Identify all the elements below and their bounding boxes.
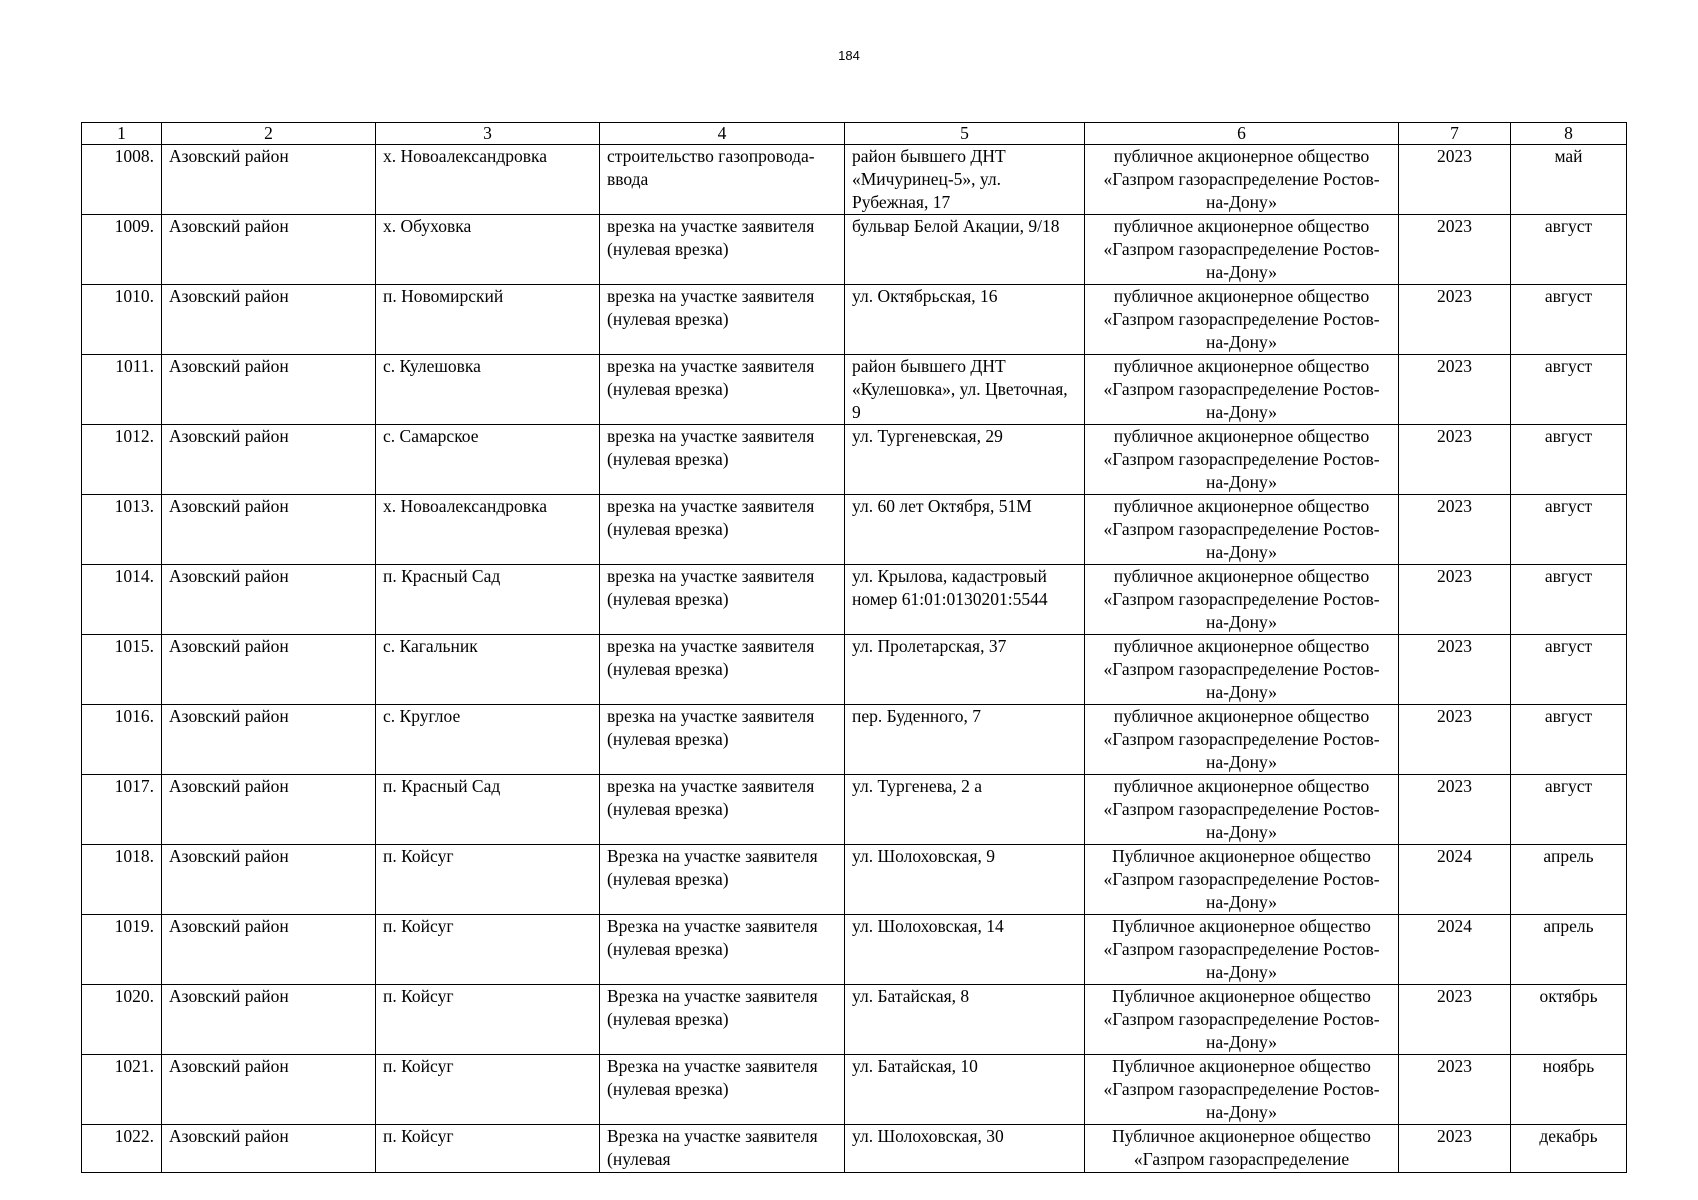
column-header: 2 — [162, 123, 376, 145]
table-row — [82, 845, 1627, 915]
organization-cell: Публичное акционерное общество «Газпром газораспределение Ростов-на-Дону» — [1085, 1055, 1399, 1125]
row-number-cell: 1020. — [82, 985, 162, 1055]
row-number-cell: 1013. — [82, 495, 162, 565]
organization-cell: публичное акционерное общество «Газпром газораспределение Ростов-на-Дону» — [1085, 425, 1399, 495]
address-cell: район бывшего ДНТ «Кулешовка», ул. Цветочная, 9 — [845, 355, 1085, 425]
work-type-cell: врезка на участке заявителя (нулевая врезка) — [600, 565, 845, 635]
district-cell: Азовский район — [162, 1055, 376, 1125]
row-number-cell: 1022. — [82, 1125, 162, 1173]
settlement-cell: с. Кулешовка — [376, 355, 600, 425]
work-type-cell: Врезка на участке заявителя (нулевая врезка) — [600, 845, 845, 915]
month-cell: август — [1511, 775, 1627, 845]
year-cell: 2023 — [1399, 215, 1511, 285]
district-cell: Азовский район — [162, 915, 376, 985]
organization-cell: Публичное акционерное общество «Газпром газораспределение Ростов-на-Дону» — [1085, 985, 1399, 1055]
address-cell: ул. Шолоховская, 9 — [845, 845, 1085, 915]
district-cell: Азовский район — [162, 775, 376, 845]
settlement-cell: х. Новоалександровка — [376, 495, 600, 565]
page-number: 184 — [838, 48, 860, 63]
district-cell: Азовский район — [162, 705, 376, 775]
organization-cell: публичное акционерное общество «Газпром газораспределение Ростов-на-Дону» — [1085, 145, 1399, 215]
address-cell: ул. Батайская, 8 — [845, 985, 1085, 1055]
table-row — [82, 495, 1627, 565]
district-cell: Азовский район — [162, 355, 376, 425]
work-type-cell: врезка на участке заявителя (нулевая врезка) — [600, 215, 845, 285]
year-cell: 2023 — [1399, 985, 1511, 1055]
work-type-cell: строительство газопровода-ввода — [600, 145, 845, 215]
settlement-cell: х. Обуховка — [376, 215, 600, 285]
year-cell: 2023 — [1399, 425, 1511, 495]
row-number-cell: 1015. — [82, 635, 162, 705]
settlement-cell: п. Новомирский — [376, 285, 600, 355]
work-type-cell: Врезка на участке заявителя (нулевая врезка) — [600, 1055, 845, 1125]
table-row — [82, 705, 1627, 775]
table-row — [82, 355, 1627, 425]
district-cell: Азовский район — [162, 495, 376, 565]
table-row — [82, 565, 1627, 635]
year-cell: 2023 — [1399, 775, 1511, 845]
work-type-cell: врезка на участке заявителя (нулевая врезка) — [600, 425, 845, 495]
table-row — [82, 985, 1627, 1055]
table-row — [82, 1125, 1627, 1173]
district-cell: Азовский район — [162, 1125, 376, 1173]
month-cell: август — [1511, 565, 1627, 635]
settlement-cell: п. Красный Сад — [376, 565, 600, 635]
month-cell: ноябрь — [1511, 1055, 1627, 1125]
month-cell: август — [1511, 285, 1627, 355]
month-cell: август — [1511, 355, 1627, 425]
month-cell: август — [1511, 705, 1627, 775]
address-cell: ул. Шолоховская, 30 — [845, 1125, 1085, 1173]
row-number-cell: 1008. — [82, 145, 162, 215]
address-cell: ул. Батайская, 10 — [845, 1055, 1085, 1125]
work-type-cell: врезка на участке заявителя (нулевая врезка) — [600, 495, 845, 565]
table-row — [82, 1055, 1627, 1125]
column-header: 3 — [376, 123, 600, 145]
district-cell: Азовский район — [162, 985, 376, 1055]
month-cell: октябрь — [1511, 985, 1627, 1055]
table-row — [82, 145, 1627, 215]
district-cell: Азовский район — [162, 145, 376, 215]
year-cell: 2023 — [1399, 355, 1511, 425]
address-cell: ул. Крылова, кадастровый номер 61:01:0130201:5544 — [845, 565, 1085, 635]
column-header: 1 — [82, 123, 162, 145]
address-cell: район бывшего ДНТ «Мичуринец-5», ул. Рубежная, 17 — [845, 145, 1085, 215]
register-body — [82, 145, 1627, 1173]
year-cell: 2023 — [1399, 1125, 1511, 1173]
address-cell: бульвар Белой Акации, 9/18 — [845, 215, 1085, 285]
row-number-cell: 1011. — [82, 355, 162, 425]
address-cell: ул. Октябрьская, 16 — [845, 285, 1085, 355]
year-cell: 2023 — [1399, 635, 1511, 705]
month-cell: декабрь — [1511, 1125, 1627, 1173]
work-type-cell: Врезка на участке заявителя (нулевая — [600, 1125, 845, 1173]
column-header: 6 — [1085, 123, 1399, 145]
district-cell: Азовский район — [162, 285, 376, 355]
column-header: 4 — [600, 123, 845, 145]
work-type-cell: врезка на участке заявителя (нулевая врезка) — [600, 775, 845, 845]
year-cell: 2024 — [1399, 845, 1511, 915]
table-row — [82, 285, 1627, 355]
year-cell: 2023 — [1399, 145, 1511, 215]
column-header: 8 — [1511, 123, 1627, 145]
address-cell: ул. 60 лет Октября, 51М — [845, 495, 1085, 565]
settlement-cell: п. Койсуг — [376, 845, 600, 915]
month-cell: август — [1511, 635, 1627, 705]
address-cell: ул. Пролетарская, 37 — [845, 635, 1085, 705]
month-cell: апрель — [1511, 915, 1627, 985]
settlement-cell: п. Койсуг — [376, 1125, 600, 1173]
table-row — [82, 215, 1627, 285]
month-cell: август — [1511, 215, 1627, 285]
month-cell: апрель — [1511, 845, 1627, 915]
table-row — [82, 635, 1627, 705]
work-type-cell: Врезка на участке заявителя (нулевая врезка) — [600, 985, 845, 1055]
work-type-cell: врезка на участке заявителя (нулевая врезка) — [600, 355, 845, 425]
month-cell: август — [1511, 425, 1627, 495]
organization-cell: публичное акционерное общество «Газпром газораспределение Ростов-на-Дону» — [1085, 215, 1399, 285]
month-cell: август — [1511, 495, 1627, 565]
column-header: 7 — [1399, 123, 1511, 145]
year-cell: 2023 — [1399, 705, 1511, 775]
settlement-cell: п. Койсуг — [376, 985, 600, 1055]
address-cell: пер. Буденного, 7 — [845, 705, 1085, 775]
work-type-cell: Врезка на участке заявителя (нулевая врезка) — [600, 915, 845, 985]
district-cell: Азовский район — [162, 215, 376, 285]
address-cell: ул. Тургенева, 2 а — [845, 775, 1085, 845]
column-header: 5 — [845, 123, 1085, 145]
work-type-cell: врезка на участке заявителя (нулевая врезка) — [600, 285, 845, 355]
year-cell: 2023 — [1399, 495, 1511, 565]
organization-cell: публичное акционерное общество «Газпром газораспределение Ростов-на-Дону» — [1085, 775, 1399, 845]
year-cell: 2023 — [1399, 1055, 1511, 1125]
organization-cell: публичное акционерное общество «Газпром газораспределение Ростов-на-Дону» — [1085, 635, 1399, 705]
settlement-cell: п. Койсуг — [376, 1055, 600, 1125]
month-cell: май — [1511, 145, 1627, 215]
work-type-cell: врезка на участке заявителя (нулевая врезка) — [600, 635, 845, 705]
organization-cell: Публичное акционерное общество «Газпром газораспределение — [1085, 1125, 1399, 1173]
register-table — [81, 122, 1627, 1173]
settlement-cell: п. Красный Сад — [376, 775, 600, 845]
row-number-cell: 1014. — [82, 565, 162, 635]
row-number-cell: 1012. — [82, 425, 162, 495]
table-row — [82, 775, 1627, 845]
year-cell: 2024 — [1399, 915, 1511, 985]
column-number-row — [82, 123, 1627, 145]
settlement-cell: п. Койсуг — [376, 915, 600, 985]
organization-cell: публичное акционерное общество «Газпром газораспределение Ростов-на-Дону» — [1085, 285, 1399, 355]
address-cell: ул. Тургеневская, 29 — [845, 425, 1085, 495]
organization-cell: Публичное акционерное общество «Газпром газораспределение Ростов-на-Дону» — [1085, 845, 1399, 915]
settlement-cell: с. Самарское — [376, 425, 600, 495]
organization-cell: публичное акционерное общество «Газпром газораспределение Ростов-на-Дону» — [1085, 565, 1399, 635]
row-number-cell: 1018. — [82, 845, 162, 915]
row-number-cell: 1021. — [82, 1055, 162, 1125]
table-row — [82, 425, 1627, 495]
year-cell: 2023 — [1399, 565, 1511, 635]
year-cell: 2023 — [1399, 285, 1511, 355]
settlement-cell: с. Кагальник — [376, 635, 600, 705]
organization-cell: публичное акционерное общество «Газпром газораспределение Ростов-на-Дону» — [1085, 705, 1399, 775]
row-number-cell: 1019. — [82, 915, 162, 985]
row-number-cell: 1009. — [82, 215, 162, 285]
organization-cell: публичное акционерное общество «Газпром газораспределение Ростов-на-Дону» — [1085, 495, 1399, 565]
row-number-cell: 1016. — [82, 705, 162, 775]
district-cell: Азовский район — [162, 635, 376, 705]
table-row — [82, 915, 1627, 985]
settlement-cell: с. Круглое — [376, 705, 600, 775]
address-cell: ул. Шолоховская, 14 — [845, 915, 1085, 985]
row-number-cell: 1010. — [82, 285, 162, 355]
organization-cell: Публичное акционерное общество «Газпром газораспределение Ростов-на-Дону» — [1085, 915, 1399, 985]
work-type-cell: врезка на участке заявителя (нулевая врезка) — [600, 705, 845, 775]
district-cell: Азовский район — [162, 565, 376, 635]
district-cell: Азовский район — [162, 425, 376, 495]
organization-cell: публичное акционерное общество «Газпром газораспределение Ростов-на-Дону» — [1085, 355, 1399, 425]
row-number-cell: 1017. — [82, 775, 162, 845]
settlement-cell: х. Новоалександровка — [376, 145, 600, 215]
district-cell: Азовский район — [162, 845, 376, 915]
